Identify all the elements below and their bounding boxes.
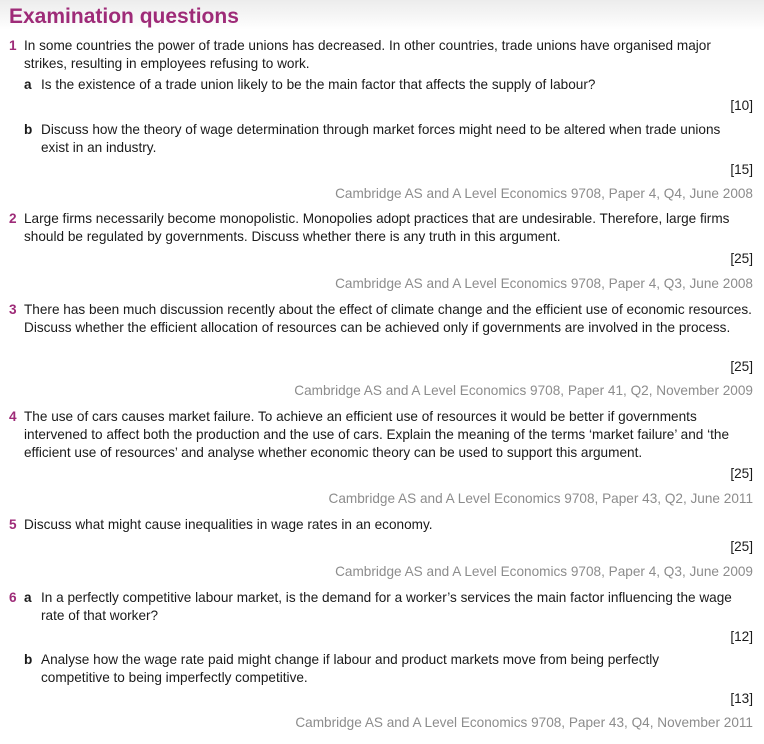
question-6b-label: b — [24, 652, 33, 667]
question-4-text: The use of cars causes market failure. To achieve an efficient use of resources it would be better if governments intervened to affect both the production and the use of cars. Explain the meaning of the terms ‘market failure’ and ‘the efficient use of resources’ and analyse whether economic theory can be used to support this argument. — [24, 409, 730, 460]
question-number-1: 1 — [9, 38, 17, 53]
question-6b-marks: [13] — [730, 691, 753, 706]
question-1-text: In some countries the power of trade unions has decreased. In other countries, trade unions have organised major strikes, resulting in employees refusing to work. — [24, 38, 711, 71]
question-3-source: Cambridge AS and A Level Economics 9708, Paper 41, Q2, November 2009 — [294, 383, 753, 398]
question-number-2: 2 — [9, 211, 17, 226]
question-number-4: 4 — [9, 409, 17, 424]
question-1-source: Cambridge AS and A Level Economics 9708, Paper 4, Q4, June 2008 — [335, 186, 753, 201]
question-number-5: 5 — [9, 517, 17, 532]
question-6a-text: In a perfectly competitive labour market, is the demand for a worker’s services the main factor influencing the wage rate of that worker? — [41, 590, 732, 623]
question-5-source: Cambridge AS and A Level Economics 9708, Paper 4, Q3, June 2009 — [335, 564, 753, 579]
question-number-6: 6 — [9, 590, 17, 605]
question-4-source: Cambridge AS and A Level Economics 9708, Paper 43, Q2, June 2011 — [328, 491, 753, 506]
question-4-marks: [25] — [730, 466, 753, 481]
question-1b-marks: [15] — [730, 162, 753, 177]
question-6b-text: Analyse how the wage rate paid might change if labour and product markets move from being perfectly competitive to being imperfectly competitive. — [41, 652, 660, 685]
question-6a-label: a — [24, 590, 32, 605]
question-3-marks: [25] — [730, 359, 753, 374]
question-number-3: 3 — [9, 302, 17, 317]
question-6-source: Cambridge AS and A Level Economics 9708, Paper 43, Q4, November 2011 — [295, 715, 753, 730]
question-1a-text: Is the existence of a trade union likely to be the main factor that affects the supply of labour? — [41, 77, 596, 92]
question-2-marks: [25] — [730, 251, 753, 266]
question-5-marks: [25] — [730, 539, 753, 554]
question-2-source: Cambridge AS and A Level Economics 9708, Paper 4, Q3, June 2008 — [335, 276, 753, 291]
page-title: Examination questions — [9, 5, 239, 28]
question-1a-marks: [10] — [730, 98, 753, 113]
question-2-text: Large firms necessarily become monopolistic. Monopolies adopt practices that are undesirable. Therefore, large firms should be regulated by governments. Discuss whether there is any truth in this argument. — [24, 211, 730, 244]
question-5-text: Discuss what might cause inequalities in wage rates in an economy. — [24, 517, 433, 532]
question-1b-label: b — [24, 122, 33, 137]
question-1b-text: Discuss how the theory of wage determination through market forces might need to be altered when trade unions exist in an industry. — [41, 122, 721, 155]
question-3-text: There has been much discussion recently about the effect of climate change and the efficient use of economic resources. Discuss whether the efficient allocation of resources can be achieved only if governments are involved in the process. — [24, 302, 752, 335]
question-6a-marks: [12] — [730, 629, 753, 644]
question-1a-label: a — [24, 77, 32, 92]
